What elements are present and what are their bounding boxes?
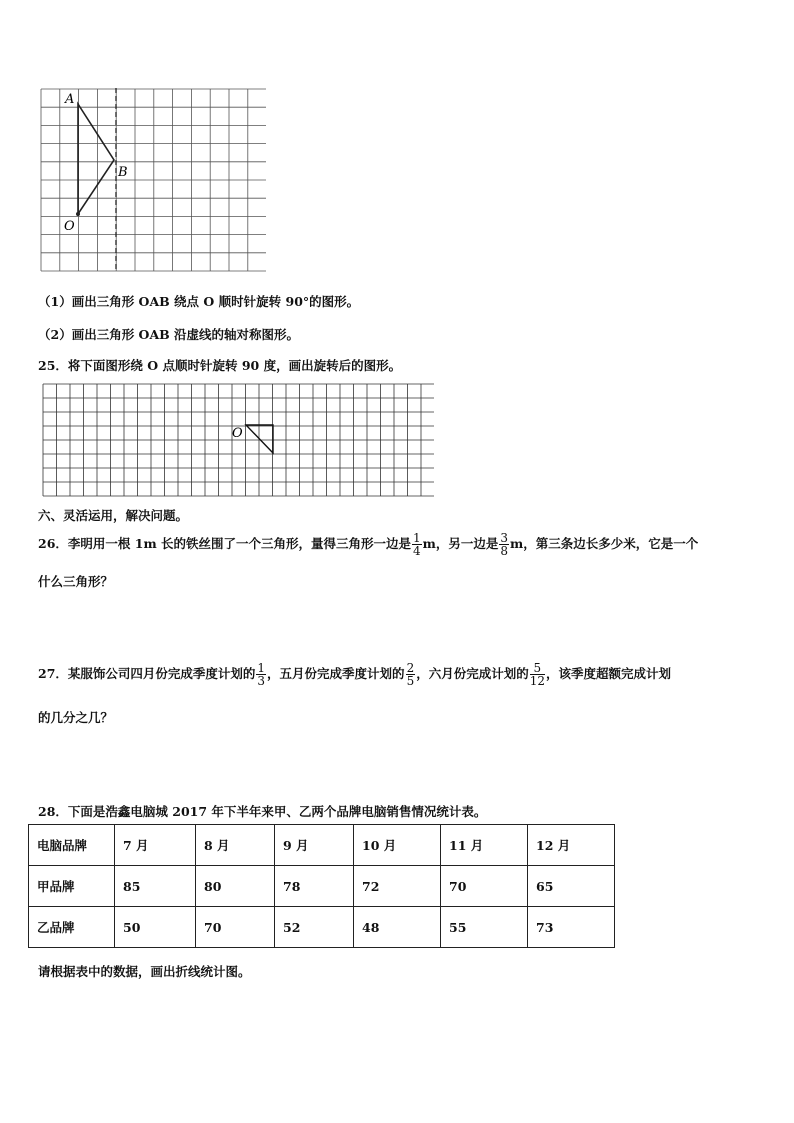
q27-fraction-3: $\frac{5}{12}$ xyxy=(529,661,545,688)
table-cell: 乙品牌 xyxy=(29,907,115,948)
table-cell: 78 xyxy=(275,866,354,907)
q26-fraction-1: $\frac{1}{4}$ xyxy=(413,531,421,558)
q26-question xyxy=(38,532,698,557)
q27-text-3: ，六月份完成计划的 xyxy=(416,666,529,681)
q26-fraction-2: $\frac{3}{8}$ xyxy=(500,531,509,558)
q25-grid-svg xyxy=(42,383,434,497)
q25-question: 25．将下面图形绕 O 点顺时针旋转 90 度，画出旋转后的图形。 xyxy=(38,358,402,373)
label-b: B xyxy=(118,165,128,180)
q25-triangle xyxy=(246,425,273,453)
header-cell: 12 月 xyxy=(528,825,615,866)
label-o: O xyxy=(64,219,75,234)
q25-grid-figure xyxy=(42,383,434,501)
q27-question xyxy=(38,662,671,687)
header-cell: 11 月 xyxy=(441,825,528,866)
q24-sub1: （1）画出三角形 OAB 绕点 O 顺时针旋转 90°的图形。 xyxy=(38,294,360,309)
table-cell: 70 xyxy=(441,866,528,907)
table-row xyxy=(29,866,615,907)
header-cell: 10 月 xyxy=(354,825,441,866)
table-cell: 55 xyxy=(441,907,528,948)
q26-text-1: 26．李明用一根 1m 长的铁丝围了一个三角形，量得三角形一边是 xyxy=(38,536,412,551)
section-six-heading: 六、灵活运用，解决问题。 xyxy=(38,508,189,523)
header-cell: 电脑品牌 xyxy=(29,825,115,866)
header-cell: 8 月 xyxy=(196,825,275,866)
table-cell: 73 xyxy=(528,907,615,948)
table-row xyxy=(29,907,615,948)
header-cell: 9 月 xyxy=(275,825,354,866)
q26-text-3: m，第三条边长多少米，它是一个 xyxy=(510,536,699,551)
table-cell: 70 xyxy=(196,907,275,948)
table-cell: 48 xyxy=(354,907,441,948)
q27-text-2: ，五月份完成季度计划的 xyxy=(267,666,405,681)
point-o xyxy=(76,212,80,216)
q24-grid-svg xyxy=(40,88,266,274)
q27-fraction-1: $\frac{1}{3}$ xyxy=(257,661,266,688)
table-cell: 甲品牌 xyxy=(29,866,115,907)
q24-sub2: （2）画出三角形 OAB 沿虚线的轴对称图形。 xyxy=(38,327,300,342)
sales-table xyxy=(28,824,615,948)
triangle-oab xyxy=(78,104,114,214)
table-cell: 80 xyxy=(196,866,275,907)
table-cell: 50 xyxy=(115,907,196,948)
q27-fraction-2: $\frac{2}{5}$ xyxy=(406,661,415,688)
q27-line2: 的几分之几？ xyxy=(38,710,114,725)
table-cell: 65 xyxy=(528,866,615,907)
q28-footer: 请根据表中的数据，画出折线统计图。 xyxy=(38,964,251,979)
q27-text-1: 27．某服饰公司四月份完成季度计划的 xyxy=(38,666,256,681)
q28-question: 28．下面是浩鑫电脑城 2017 年下半年来甲、乙两个品牌电脑销售情况统计表。 xyxy=(38,804,487,819)
q25-label-o: O xyxy=(232,426,243,441)
table-cell: 72 xyxy=(354,866,441,907)
q26-text-2: m，另一边是 xyxy=(422,536,499,551)
q24-grid-figure xyxy=(40,88,266,278)
table-cell: 85 xyxy=(115,866,196,907)
table-header-row xyxy=(29,825,615,866)
table-cell: 52 xyxy=(275,907,354,948)
header-cell: 7 月 xyxy=(115,825,196,866)
q26-line2: 什么三角形？ xyxy=(38,574,114,589)
q27-text-4: ，该季度超额完成计划 xyxy=(546,666,672,681)
label-a: A xyxy=(65,92,75,107)
